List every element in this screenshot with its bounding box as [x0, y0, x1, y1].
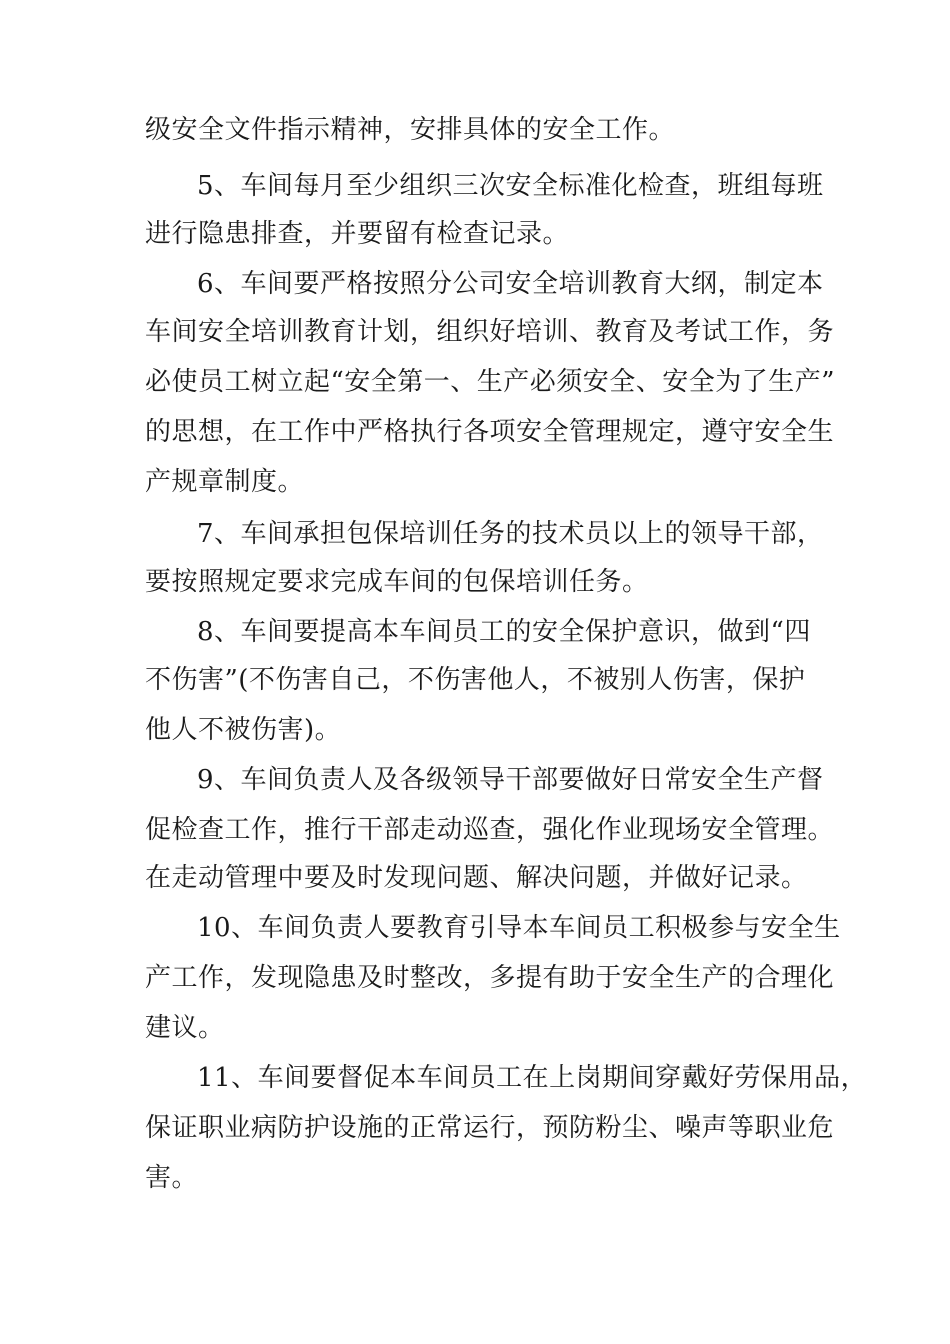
text-line: 不伤害”(不伤害自己，不伤害他人，不被别人伤害，保护: [145, 665, 806, 695]
text-line: 保证职业病防护设施的正常运行，预防粉尘、噪声等职业危: [145, 1113, 835, 1143]
text-line: 7、车间承担包保培训任务的技术员以上的领导干部，: [197, 519, 824, 549]
text-line: 8、车间要提高本车间员工的安全保护意识，做到“四: [197, 617, 811, 647]
text-line: 在走动管理中要及时发现问题、解决问题，并做好记录。: [145, 863, 808, 893]
text-line: 产工作，发现隐患及时整改，多提有助于安全生产的合理化: [145, 963, 835, 993]
text-line: 进行隐患排查，并要留有检查记录。: [145, 219, 570, 249]
text-line: 要按照规定要求完成车间的包保培训任务。: [145, 567, 649, 597]
text-line: 5、车间每月至少组织三次安全标准化检查，班组每班: [197, 171, 824, 201]
text-line: 10、车间负责人要教育引导本车间员工积极参与安全生: [197, 913, 841, 943]
text-line: 6、车间要严格按照分公司安全培训教育大纲，制定本: [197, 269, 824, 299]
text-line: 9、车间负责人及各级领导干部要做好日常安全生产督: [197, 765, 824, 795]
text-line: 建议。: [145, 1013, 225, 1043]
text-line: 产规章制度。: [145, 467, 305, 497]
text-line: 级安全文件指示精神，安排具体的安全工作。: [145, 115, 676, 145]
text-line: 他人不被伤害)。: [145, 715, 342, 745]
text-line: 11、车间要督促本车间员工在上岗期间穿戴好劳保用品，: [197, 1063, 868, 1093]
text-line: 促检查工作，推行干部走动巡查，强化作业现场安全管理。: [145, 815, 835, 845]
text-line: 必使员工树立起“安全第一、生产必须安全、安全为了生产”: [145, 367, 836, 397]
text-line: 害。: [145, 1163, 199, 1193]
text-line: 车间安全培训教育计划，组织好培训、教育及考试工作，务: [145, 317, 835, 347]
text-line: 的思想，在工作中严格执行各项安全管理规定，遵守安全生: [145, 417, 835, 447]
